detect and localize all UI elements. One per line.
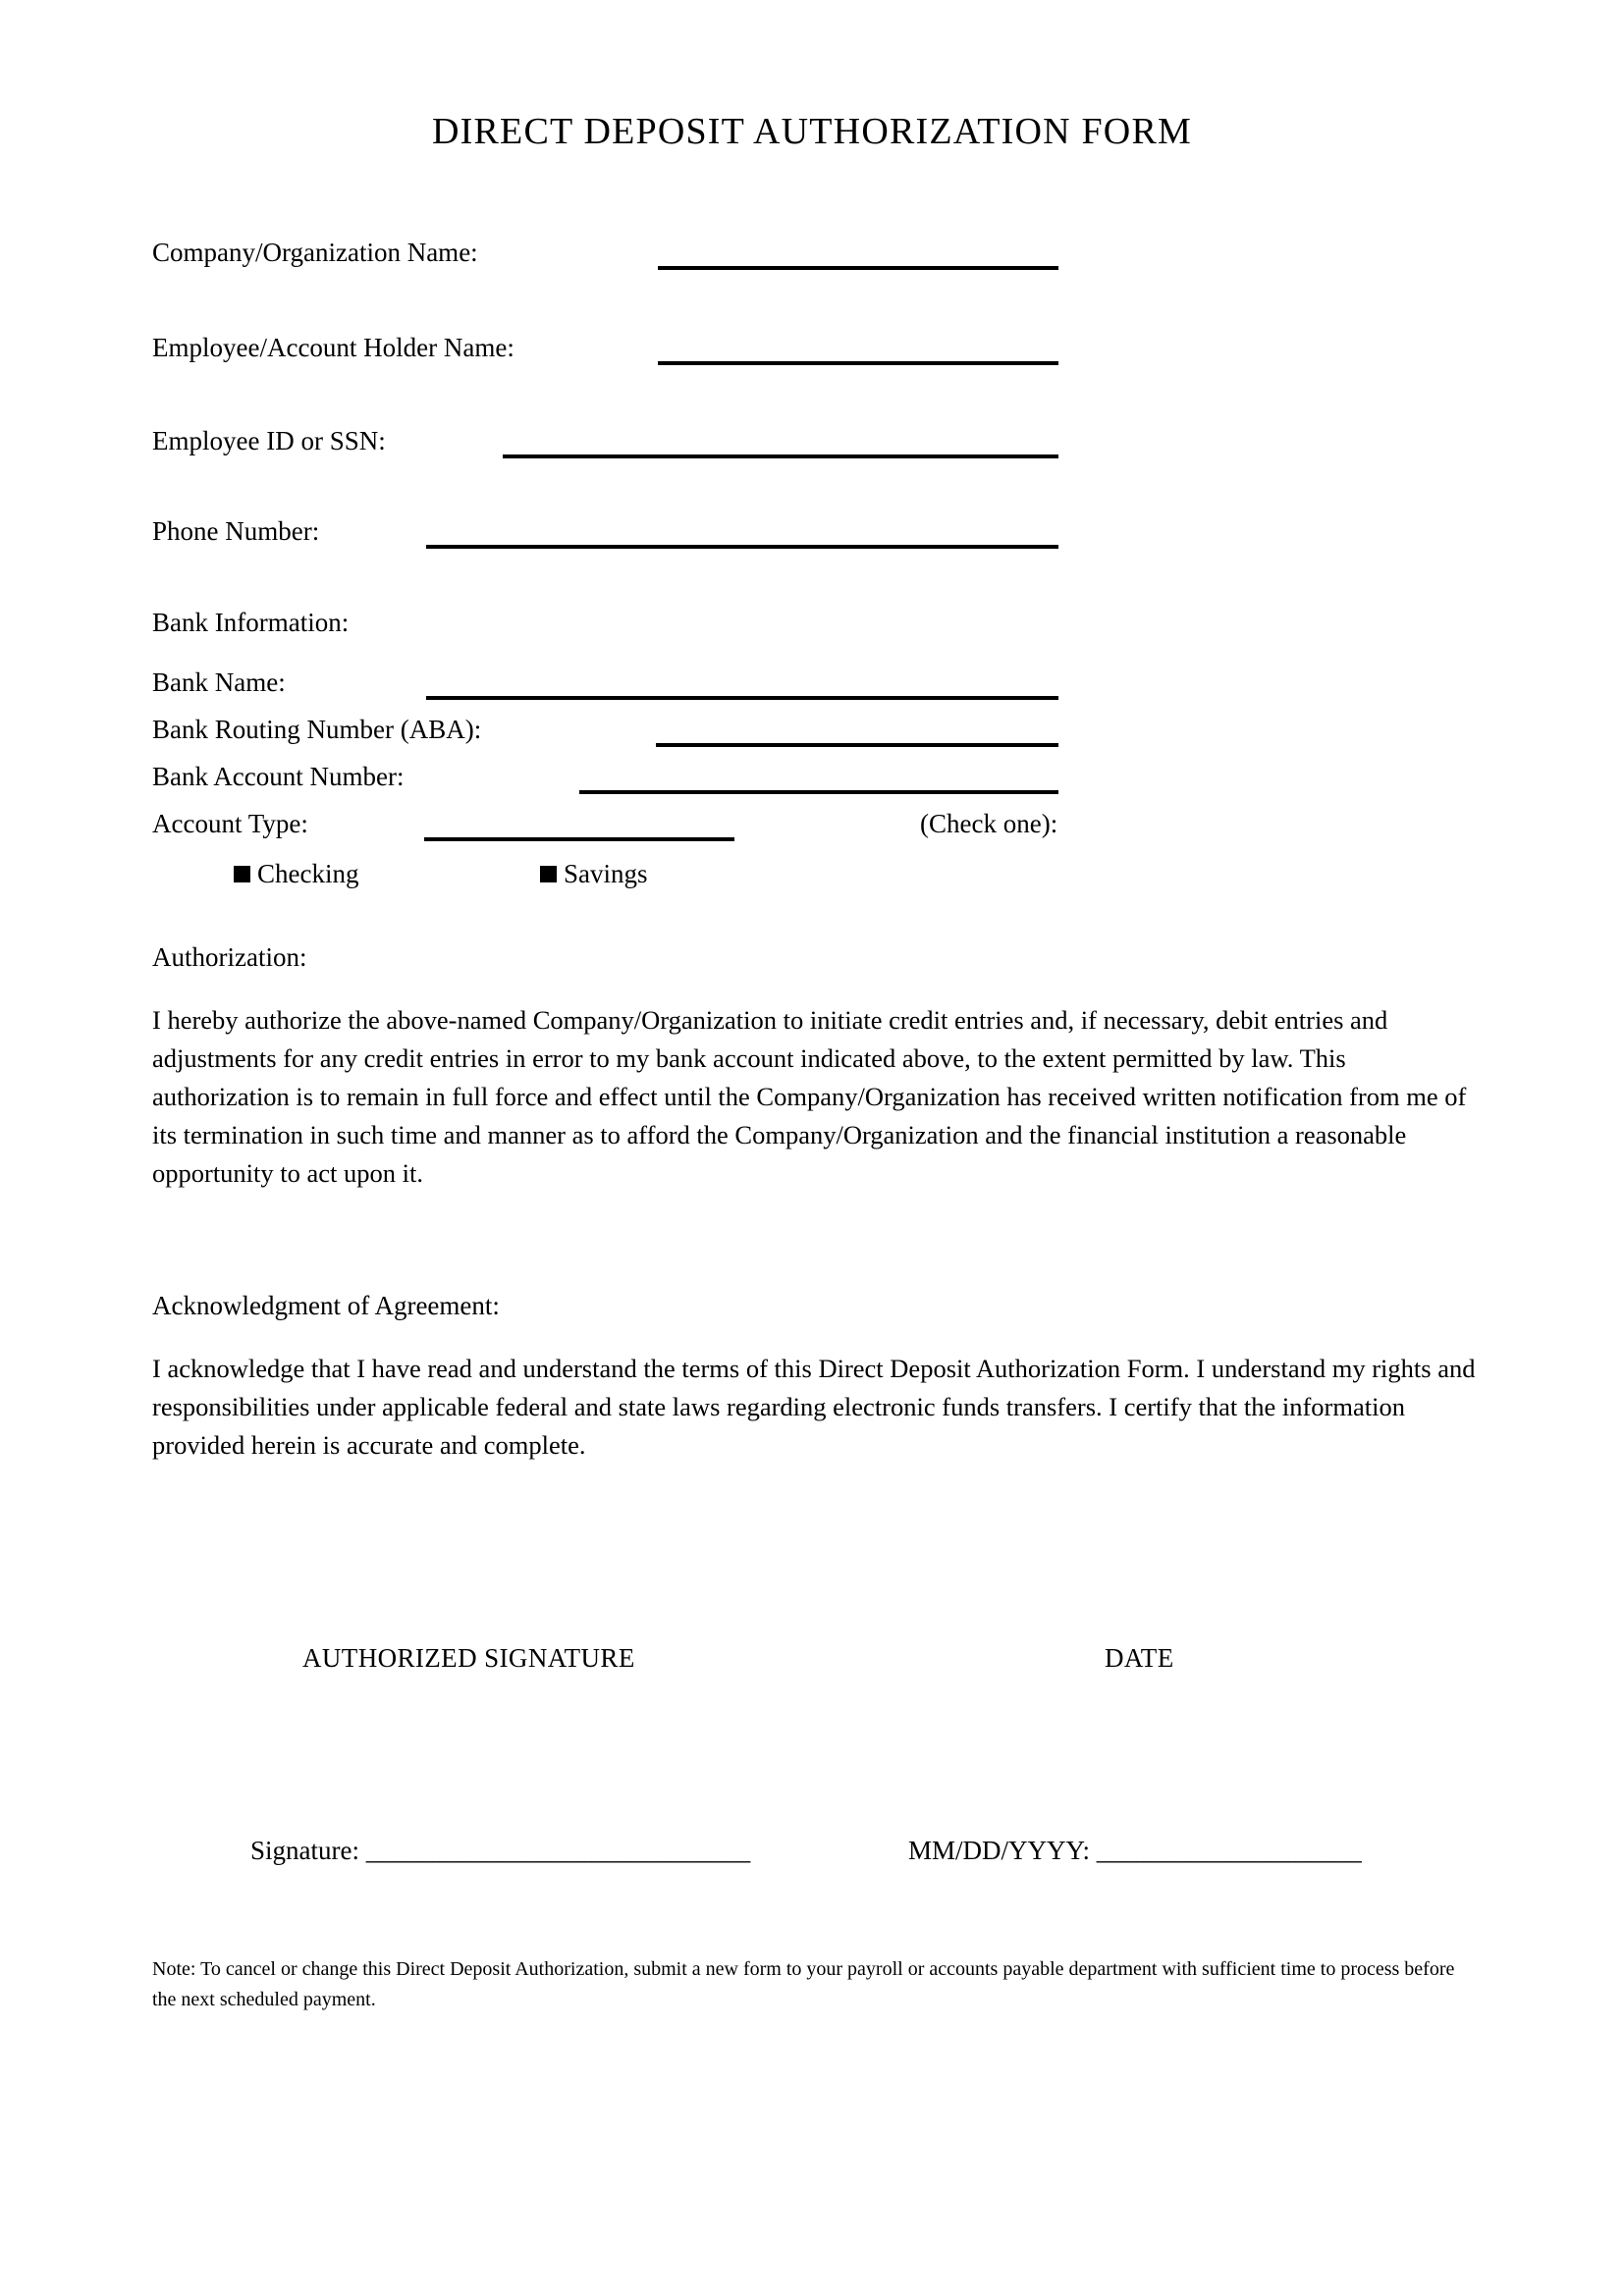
- account-type-input-rule[interactable]: [424, 837, 734, 841]
- employee-name-label: Employee/Account Holder Name:: [152, 333, 514, 362]
- phone-number-label: Phone Number:: [152, 516, 320, 546]
- employee-name-input-rule[interactable]: [658, 361, 1058, 365]
- bank-name-input-rule[interactable]: [426, 696, 1058, 700]
- bank-name-label: Bank Name:: [152, 667, 286, 697]
- bank-information-heading: Bank Information:: [152, 608, 350, 637]
- field-row-employee-id: [152, 424, 1488, 469]
- company-name-input-rule[interactable]: [658, 266, 1058, 270]
- phone-number-input-rule[interactable]: [426, 545, 1058, 549]
- field-row-company-name: [152, 236, 1488, 281]
- account-number-input-rule[interactable]: [579, 790, 1058, 794]
- checkbox-option-savings[interactable]: [540, 857, 648, 890]
- routing-number-input-rule[interactable]: [656, 743, 1058, 747]
- field-row-account-type: [152, 807, 1488, 852]
- date-input-line[interactable]: MM/DD/YYYY: ____________________: [908, 1836, 1362, 1865]
- field-row-account-number: [152, 760, 1488, 805]
- footer-note: Note: To cancel or change this Direct Deposit Authorization, submit a new form to your payroll or accounts payable department with sufficient time to process before the next scheduled payment.: [152, 1958, 1455, 2010]
- signature-input-line[interactable]: Signature: _____________________________: [250, 1836, 751, 1865]
- checkbox-option-savings-label: Savings: [564, 859, 648, 888]
- authorization-heading: Authorization:: [152, 942, 307, 972]
- field-row-employee-name: [152, 331, 1488, 376]
- checkbox-option-checking-label: Checking: [257, 859, 359, 888]
- acknowledgment-heading: Acknowledgment of Agreement:: [152, 1291, 500, 1320]
- authorization-paragraph: I hereby authorize the above-named Company/Organization to initiate credit entries and, if necessary, debit entries and adjustments for any credit entries in error to my bank account indicated above, to the extent permitted by law. This authorization is to remain in full force and effect until the Company/Organization has received written notification from me of its termination in such time and manner as to afford the Company/Organization and the financial institution a reasonable opportunity to act upon it.: [152, 1005, 1467, 1188]
- authorized-signature-caption: AUTHORIZED SIGNATURE: [302, 1643, 635, 1673]
- check-one-hint: (Check one):: [920, 809, 1058, 838]
- checkbox-option-checking[interactable]: [234, 857, 358, 890]
- routing-number-label: Bank Routing Number (ABA):: [152, 715, 482, 744]
- employee-id-label: Employee ID or SSN:: [152, 426, 386, 455]
- account-type-label: Account Type:: [152, 809, 308, 838]
- account-number-label: Bank Account Number:: [152, 762, 405, 791]
- field-row-phone: [152, 514, 1488, 560]
- field-row-bank-name: [152, 666, 1488, 711]
- page-title: DIRECT DEPOSIT AUTHORIZATION FORM: [432, 111, 1192, 152]
- field-row-routing-number: [152, 713, 1488, 758]
- company-name-label: Company/Organization Name:: [152, 238, 478, 267]
- employee-id-input-rule[interactable]: [503, 454, 1058, 458]
- account-type-options: [152, 857, 1488, 896]
- checkbox-icon[interactable]: [540, 866, 557, 882]
- acknowledgment-paragraph: I acknowledge that I have read and understand the terms of this Direct Deposit Authorization Form. I understand my rights and responsibilities under applicable federal and state laws regarding electronic funds transfers. I certify that the information provided herein is accurate and complete.: [152, 1354, 1476, 1460]
- date-caption: DATE: [1105, 1643, 1174, 1673]
- checkbox-icon[interactable]: [234, 866, 250, 882]
